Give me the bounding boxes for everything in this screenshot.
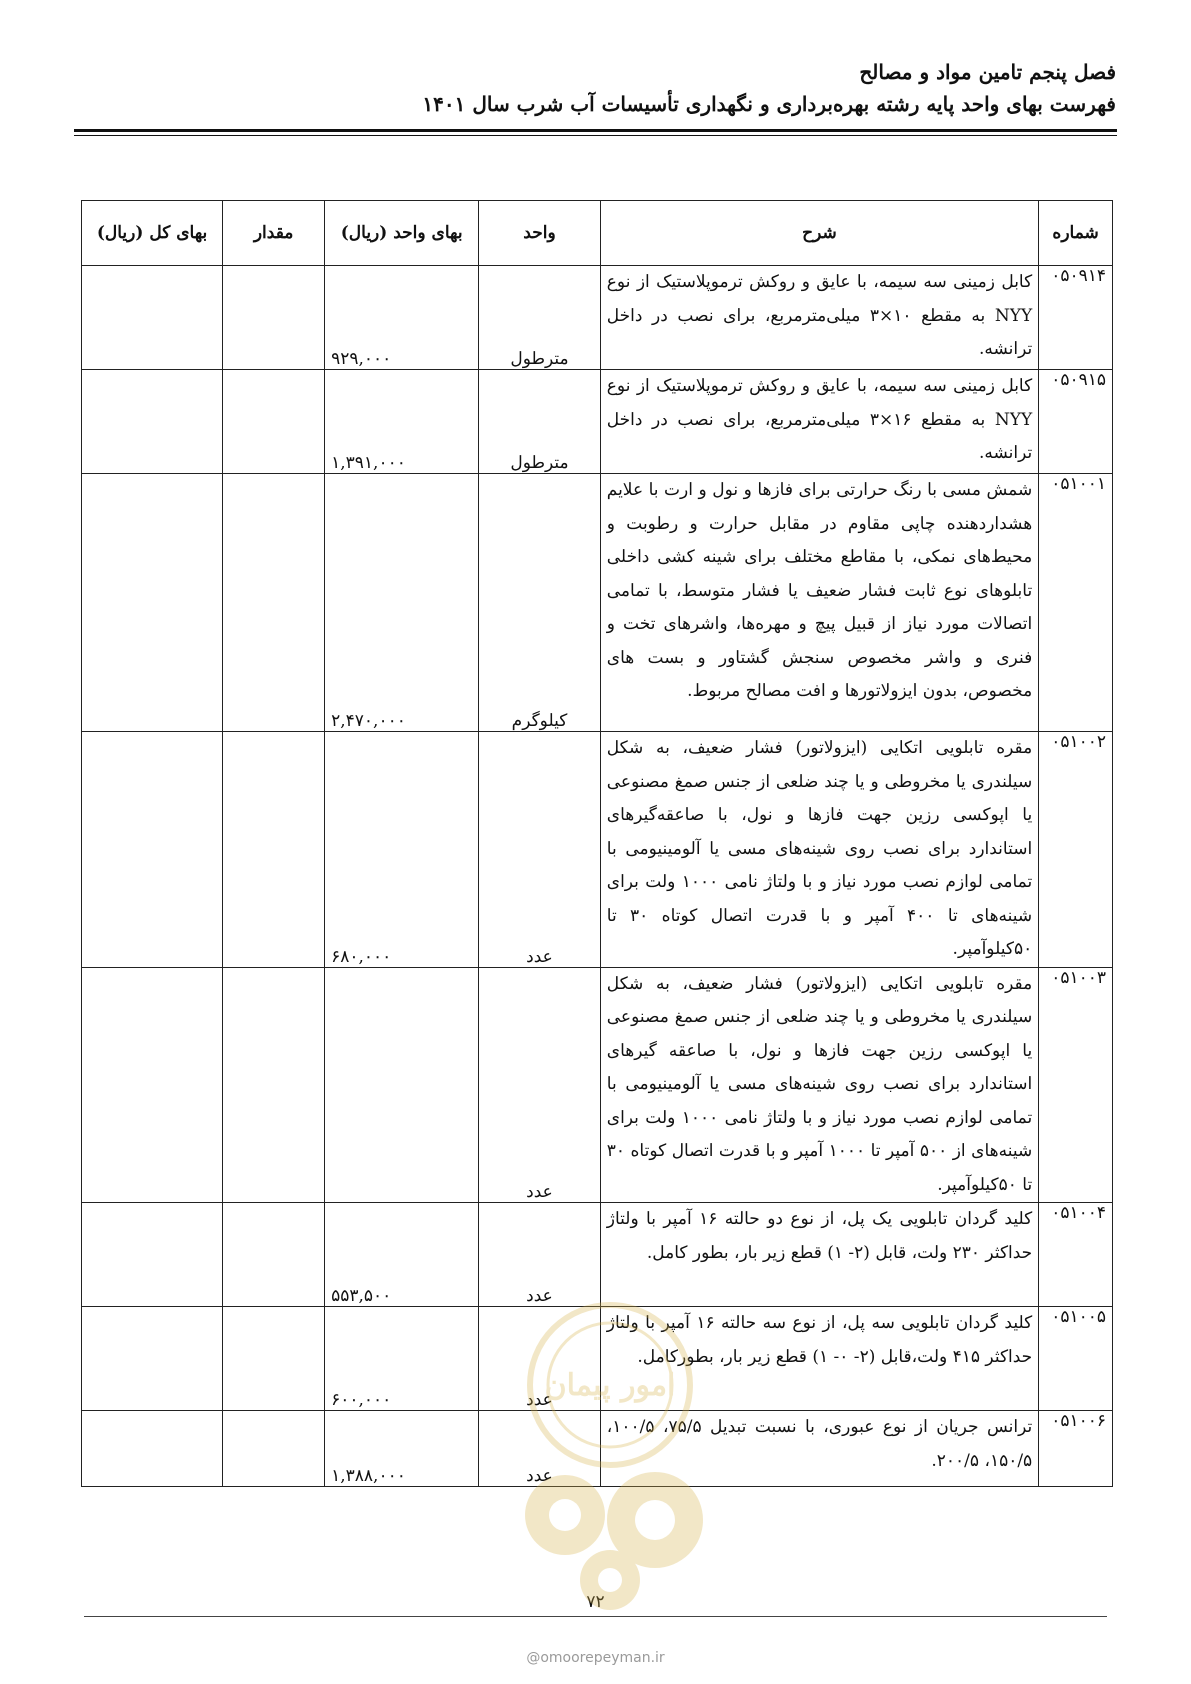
item-unit: عدد [479,1307,601,1411]
item-unit: مترطول [479,370,601,474]
item-description: ترانس جریان از نوع عبوری، با نسبت تبدیل ۷۵/۵، ۱۰۰/۵، ۱۵۰/۵، ۲۰۰/۵. [600,1411,1038,1487]
table-header-row [82,201,1113,266]
item-code: ۰۵۱۰۰۱ [1039,474,1113,732]
item-code: ۰۵۱۰۰۴ [1039,1203,1113,1307]
table-row [82,1203,1113,1307]
item-code: ۰۵۰۹۱۴ [1039,266,1113,370]
website-watermark: @omoorepeyman.ir [526,1650,665,1666]
page-header [75,56,1116,120]
item-quantity [223,370,325,474]
page-number: ۷۲ [586,1592,605,1612]
item-quantity [223,967,325,1203]
item-quantity [223,1411,325,1487]
table-row [82,1411,1113,1487]
item-total-price [82,266,223,370]
item-description: شمش مسی با رنگ حرارتی برای فازها و نول و ارت با علایم هشداردهنده چاپی مقاوم در مقابل حرارت و رطوبت و محیط‌های نمکی، با مقاطع مختلف برای شینه کشی داخلی تابلوهای نوع ثابت فشار ضعیف یا فشار متوسط، با تمامی اتصالات مورد نیاز از قبیل پیچ و مهره‌ها، واشرهای تخت و فنری و واشر مخصوص سنجش گشتاور و بست های مخصوص، بدون ایزولاتورها و افت مصالح مربوط. [600,474,1038,732]
item-unit-price: ۵۵۳,۵۰۰ [325,1203,479,1307]
table-row [82,967,1113,1203]
column-header-code: شماره [1039,201,1113,266]
item-unit-price [325,967,479,1203]
table-row [82,370,1113,474]
item-unit: عدد [479,967,601,1203]
column-header-total-price: بهای کل (ریال) [82,201,223,266]
item-description: کلید گردان تابلویی یک پل، از نوع دو حالته ۱۶ آمپر با ولتاژ حداکثر ۲۳۰ ولت، قابل (۲- ۱) قطع زیر بار، بطور کامل. [600,1203,1038,1307]
footer-rule [84,1616,1107,1617]
item-description: کلید گردان تابلویی سه پل، از نوع سه حالته ۱۶ آمپر با ولتاژ حداکثر ۴۱۵ ولت،قابل (۲- ۰- ۱) قطع زیر بار، بطورکامل. [600,1307,1038,1411]
item-code: ۰۵۱۰۰۶ [1039,1411,1113,1487]
item-total-price [82,967,223,1203]
item-total-price [82,732,223,968]
header-thin-rule [74,135,1117,136]
item-unit: عدد [479,1203,601,1307]
item-description: کابل زمینی سه سیمه، با عایق و روکش ترموپلاستیک از نوع NYY به مقطع ۱۰×۳ میلی‌مترمربع، برای نصب در داخل ترانشه. [600,266,1038,370]
item-unit-price: ۲,۴۷۰,۰۰۰ [325,474,479,732]
item-unit: مترطول [479,266,601,370]
item-unit: کیلوگرم [479,474,601,732]
item-total-price [82,1203,223,1307]
column-header-unit: واحد [479,201,601,266]
item-description: کابل زمینی سه سیمه، با عایق و روکش ترموپلاستیک از نوع NYY به مقطع ۱۶×۳ میلی‌مترمربع، برای نصب در داخل ترانشه. [600,370,1038,474]
item-unit: عدد [479,732,601,968]
item-unit-price: ۶۰۰,۰۰۰ [325,1307,479,1411]
item-quantity [223,1203,325,1307]
item-quantity [223,474,325,732]
item-quantity [223,266,325,370]
document-subtitle: فهرست بهای واحد پایه رشته بهره‌برداری و نگهداری تأسیسات آب شرب سال ۱۴۰۱ [422,92,1116,116]
item-unit-price: ۶۸۰,۰۰۰ [325,732,479,968]
price-list-table [81,200,1113,1487]
item-total-price [82,370,223,474]
table-row [82,1307,1113,1411]
header-thick-rule [74,129,1117,132]
item-description: مقره تابلویی اتکایی (ایزولاتور) فشار ضعیف، به شکل سیلندری یا مخروطی و یا چند ضلعی از جنس صمغ مصنوعی یا اپوکسی رزین جهت فازها و نول، با صاعقه گیرهای استاندارد برای نصب روی شینه‌های مسی یا آلومینیومی با تمامی لوازم نصب مورد نیاز و با ولتاژ نامی ۱۰۰۰ ولت برای شینه‌های از ۵۰۰ آمپر تا ۱۰۰۰ آمپر و با قدرت اتصال کوتاه ۳۰ تا ۵۰کیلوآمپر. [600,967,1038,1203]
item-code: ۰۵۱۰۰۵ [1039,1307,1113,1411]
table-row [82,266,1113,370]
column-header-description: شرح [600,201,1038,266]
column-header-unit-price: بهای واحد (ریال) [325,201,479,266]
svg-text:امور پیمان: امور پیمان [544,1368,676,1403]
chapter-title: فصل پنجم تامین مواد و مصالح [859,60,1116,84]
table-row [82,474,1113,732]
item-code: ۰۵۰۹۱۵ [1039,370,1113,474]
table-row [82,732,1113,968]
item-total-price [82,474,223,732]
item-description: مقره تابلویی اتکایی (ایزولاتور) فشار ضعیف، به شکل سیلندری یا مخروطی و یا چند ضلعی از جنس صمغ مصنوعی یا اپوکسی رزین جهت فازها و نول، با صاعقه‌گیرهای استاندارد برای نصب روی شینه‌های مسی یا آلومینیومی با تمامی لوازم نصب مورد نیاز و با ولتاژ نامی ۱۰۰۰ ولت برای شینه‌های تا ۴۰۰ آمپر و با قدرت اتصال کوتاه ۳۰ تا ۵۰کیلوآمپر. [600,732,1038,968]
item-total-price [82,1411,223,1487]
item-total-price [82,1307,223,1411]
item-unit-price: ۱,۳۸۸,۰۰۰ [325,1411,479,1487]
item-quantity [223,732,325,968]
item-unit: عدد [479,1411,601,1487]
item-unit-price: ۱,۳۹۱,۰۰۰ [325,370,479,474]
item-unit-price: ۹۲۹,۰۰۰ [325,266,479,370]
item-code: ۰۵۱۰۰۲ [1039,732,1113,968]
item-code: ۰۵۱۰۰۳ [1039,967,1113,1203]
column-header-quantity: مقدار [223,201,325,266]
item-quantity [223,1307,325,1411]
